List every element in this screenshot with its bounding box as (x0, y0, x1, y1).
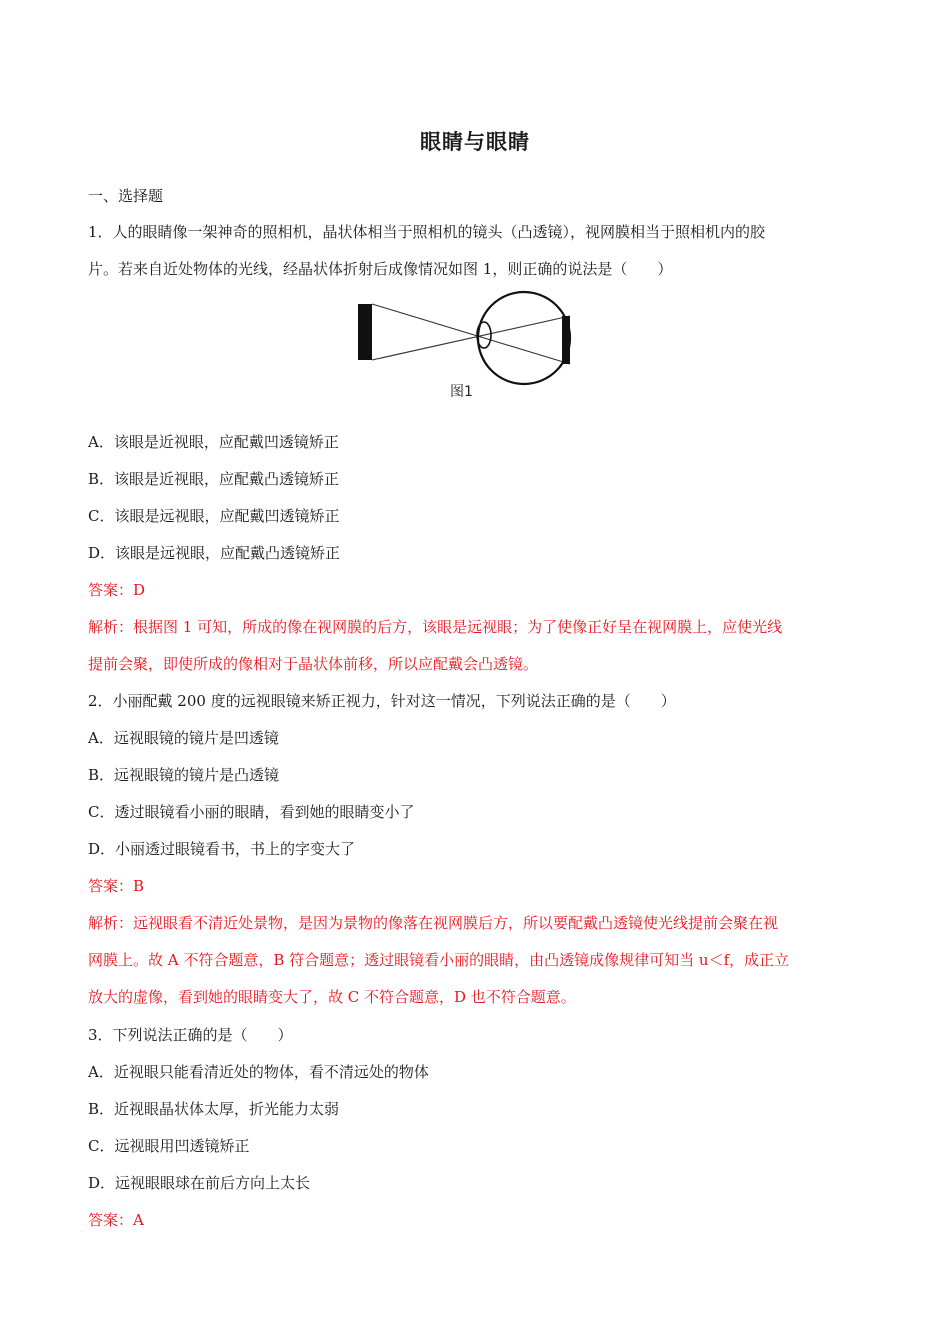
q1-answer: 答案：D (88, 581, 146, 599)
q1-stem-line1: 1．人的眼睛像一架神奇的照相机，晶状体相当于照相机的镜头（凸透镜），视网膜相当于照相机内的胶 (88, 223, 766, 241)
section-heading: 一、选择题 (88, 187, 164, 205)
q3-answer: 答案：A (88, 1211, 144, 1229)
q2-option-b: B．远视眼镜的镜片是凸透镜 (88, 766, 280, 784)
q2-analysis-line2: 网膜上。故 A 不符合题意，B 符合题意；透过眼镜看小丽的眼睛，由凸透镜成像规律可知当 u＜f，成正立 (88, 951, 790, 969)
ray-lower (372, 316, 570, 360)
q1-option-d: D．该眼是远视眼，应配戴凸透镜矫正 (88, 544, 341, 562)
q2-stem: 2．小丽配戴 200 度的远视眼镜来矫正视力，针对这一情况，下列说法正确的是（ ） (88, 692, 676, 710)
q3-option-d: D．远视眼眼球在前后方向上太长 (88, 1174, 311, 1192)
q3-option-b: B．近视眼晶状体太厚，折光能力太弱 (88, 1100, 340, 1118)
q2-option-d: D．小丽透过眼镜看书，书上的字变大了 (88, 840, 356, 858)
q2-analysis-line3: 放大的虚像，看到她的眼睛变大了，故 C 不符合题意，D 也不符合题意。 (88, 988, 576, 1006)
ray-upper (372, 304, 570, 364)
q3-option-c: C．远视眼用凹透镜矫正 (88, 1137, 250, 1155)
q2-option-a: A．远视眼镜的镜片是凹透镜 (88, 729, 279, 747)
eyeball-outline (478, 292, 570, 384)
page-title: 眼睛与眼睛 (420, 130, 530, 154)
q2-analysis-line1: 解析：远视眼看不清近处景物，是因为景物的像落在视网膜后方，所以要配戴凸透镜使光线提前会聚在视 (88, 914, 779, 932)
q3-option-a: A．近视眼只能看清近处的物体，看不清远处的物体 (88, 1063, 429, 1081)
q2-option-c: C．透过眼镜看小丽的眼睛，看到她的眼睛变小了 (88, 803, 415, 821)
q1-analysis-line2: 提前会聚，即使所成的像相对于晶状体前移，所以应配戴会凸透镜。 (88, 655, 539, 673)
figure-caption: 图1 (450, 384, 473, 400)
q1-option-a: A．该眼是近视眼，应配戴凹透镜矫正 (88, 433, 339, 451)
object-bar (358, 304, 372, 360)
q2-answer: 答案：B (88, 877, 145, 895)
q1-option-c: C．该眼是远视眼，应配戴凹透镜矫正 (88, 507, 340, 525)
q1-analysis-line1: 解析：根据图 1 可知，所成的像在视网膜的后方，该眼是远视眼；为了使像正好呈在视网膜上，应使光线 (88, 618, 783, 636)
q3-stem: 3．下列说法正确的是（ ） (88, 1026, 293, 1044)
q1-stem-line2: 片。若来自近处物体的光线，经晶状体折射后成像情况如图 1，则正确的说法是（ ） (88, 260, 673, 278)
q1-option-b: B．该眼是近视眼，应配戴凸透镜矫正 (88, 470, 340, 488)
image-bar (562, 316, 570, 364)
